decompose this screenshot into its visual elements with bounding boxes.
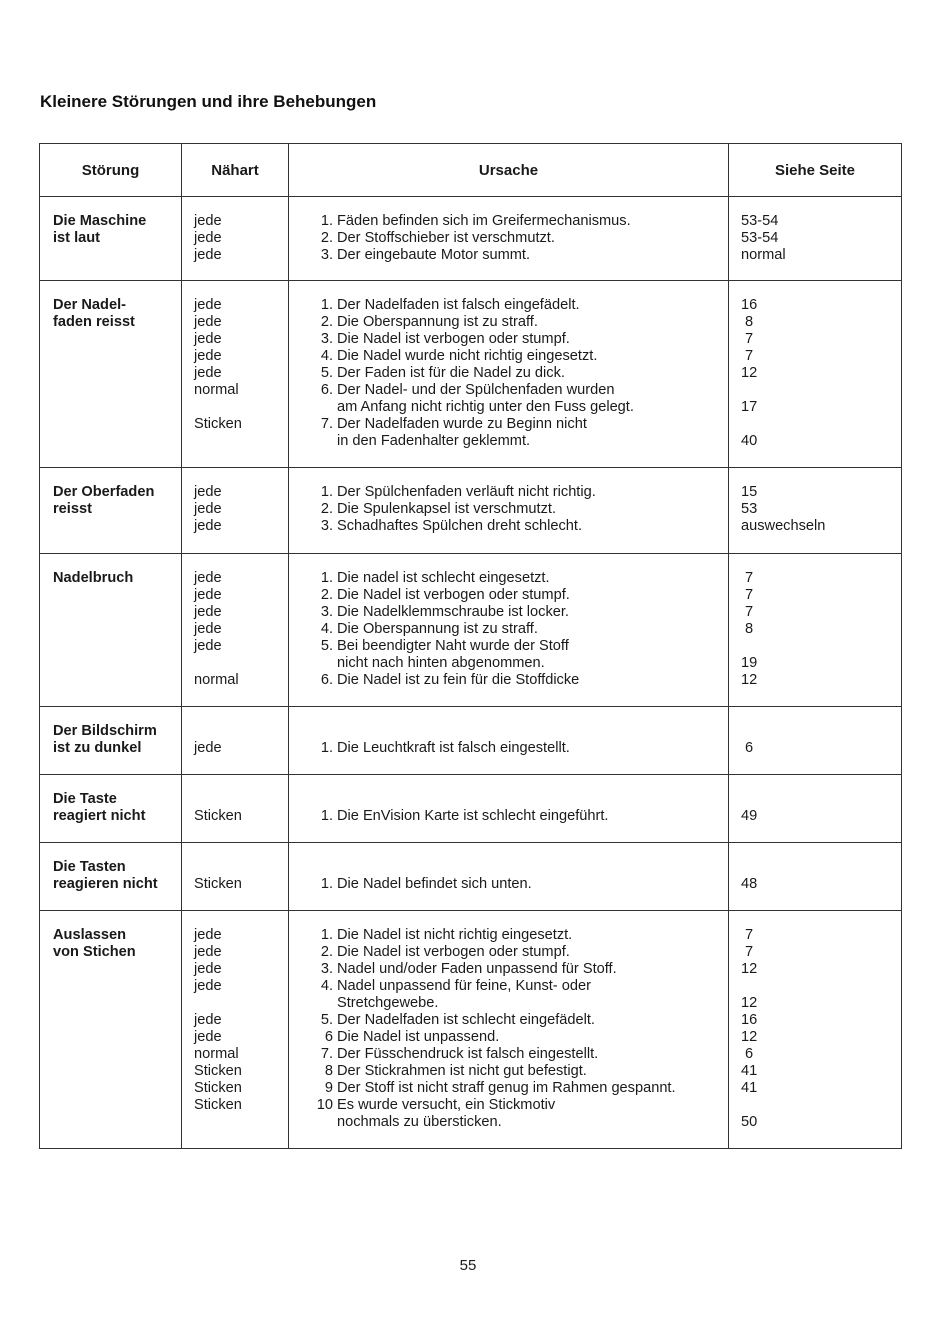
method-line: jede	[194, 1012, 222, 1028]
cause-line	[301, 348, 728, 365]
page-ref-line: 12	[741, 672, 758, 688]
page-ref-line: 40	[741, 433, 758, 449]
method-line: jede	[194, 638, 222, 654]
method-line	[194, 399, 288, 416]
method-cell	[182, 911, 288, 1143]
cause-number: 5.	[320, 365, 333, 381]
page-ref-line: 7	[741, 587, 754, 603]
page-ref-line: 7	[741, 348, 754, 364]
cause-line	[301, 331, 728, 348]
cause-cell	[289, 843, 728, 905]
table-row	[40, 911, 902, 1149]
problem-line: Der Nadel-	[53, 297, 126, 313]
problem-line: Der Bildschirm	[53, 723, 157, 739]
page-ref-line: 12	[741, 1029, 758, 1045]
cause-line	[301, 213, 728, 230]
page-ref-line: 6	[741, 740, 754, 756]
page-title: Kleinere Störungen und ihre Behebungen	[40, 92, 377, 111]
cause-number: 3.	[320, 961, 333, 977]
cause-cell	[289, 707, 728, 769]
cause-number	[301, 433, 337, 450]
problem-cell	[40, 843, 181, 905]
cause-line	[301, 1029, 728, 1046]
cause-number	[301, 399, 337, 416]
page-ref-line: 53	[741, 501, 758, 517]
table-header-row	[40, 144, 902, 197]
column-header-naehart: Nähart	[182, 144, 289, 197]
problem-line: faden reisst	[53, 314, 135, 330]
method-cell	[182, 707, 288, 769]
method-line: normal	[194, 382, 239, 398]
method-line	[194, 859, 288, 876]
problem-line: von Stichen	[53, 944, 136, 960]
cause-text: Die Oberspannung ist zu straff.	[337, 314, 538, 330]
cause-number: 2.	[320, 944, 333, 960]
page-ref-line: 8	[741, 621, 754, 637]
method-cell	[182, 281, 288, 462]
cause-text: Der eingebaute Motor summt.	[337, 247, 531, 263]
method-line: Sticken	[194, 1097, 242, 1113]
table-row	[40, 843, 902, 911]
cause-number: 1.	[320, 808, 333, 824]
cause-line	[301, 740, 728, 757]
page-number: 55	[459, 1257, 477, 1274]
problem-cell	[40, 281, 181, 343]
cause-text: Der Stoffschieber ist verschmutzt.	[337, 230, 555, 246]
problem-cell	[40, 468, 181, 530]
cause-text: Die Nadelklemmschraube ist locker.	[337, 604, 569, 620]
cause-number: 5.	[320, 638, 333, 654]
cause-cell	[289, 775, 728, 837]
method-line: jede	[194, 365, 222, 381]
page-ref-cell	[729, 775, 901, 837]
cause-line	[301, 399, 728, 416]
cause-number: 10	[316, 1097, 333, 1113]
problem-cell	[40, 707, 181, 769]
method-line	[194, 433, 288, 450]
page-ref-line: 15	[741, 484, 758, 500]
method-line	[194, 791, 288, 808]
cause-text: Die Nadel ist verbogen oder stumpf.	[337, 944, 570, 960]
cause-line	[301, 1063, 728, 1080]
cause-number	[301, 791, 337, 808]
page-ref-line	[741, 791, 901, 808]
page-ref-line: 7	[741, 927, 754, 943]
cause-line	[301, 927, 728, 944]
cause-text: Der Nadel- und der Spülchenfaden wurden	[337, 382, 615, 398]
page-ref-line: 41	[741, 1080, 758, 1096]
cause-line	[301, 501, 728, 518]
cause-text: Nadel unpassend für feine, Kunst- oder	[337, 978, 591, 994]
cause-line	[301, 791, 728, 808]
cause-text: Stretchgewebe.	[337, 995, 439, 1011]
page-ref-line: normal	[741, 247, 786, 263]
cause-cell	[289, 197, 728, 276]
page-ref-line: 7	[741, 331, 754, 347]
method-line: jede	[194, 621, 222, 637]
page-ref-line: 12	[741, 365, 758, 381]
method-line	[194, 1114, 288, 1131]
cause-text: Die Nadel ist unpassend.	[337, 1029, 500, 1045]
page-ref-cell	[729, 468, 901, 547]
cause-line	[301, 1046, 728, 1063]
cause-number: 4.	[320, 978, 333, 994]
page-ref-line: 48	[741, 876, 758, 892]
cause-number: 3.	[320, 247, 333, 263]
cause-text	[337, 859, 728, 876]
cause-number: 2.	[320, 587, 333, 603]
problem-line: ist laut	[53, 230, 101, 246]
method-line: Sticken	[194, 808, 242, 824]
problem-line: reagieren nicht	[53, 876, 158, 892]
method-line: jede	[194, 348, 222, 364]
troubleshooting-table	[39, 143, 902, 1149]
cause-text: Die Nadel wurde nicht richtig eingesetzt.	[337, 348, 598, 364]
problem-line: Nadelbruch	[53, 570, 134, 586]
cause-number: 6	[324, 1029, 333, 1045]
cause-number: 5.	[320, 1012, 333, 1028]
page-ref-cell	[729, 554, 901, 701]
method-cell	[182, 775, 288, 837]
page-ref-line: 17	[741, 399, 758, 415]
cause-line	[301, 1012, 728, 1029]
method-line: jede	[194, 230, 222, 246]
page-ref-line: 8	[741, 314, 754, 330]
cause-line	[301, 230, 728, 247]
page-ref-line: 53-54	[741, 213, 779, 229]
cause-text: in den Fadenhalter geklemmt.	[337, 433, 531, 449]
cause-line	[301, 1080, 728, 1097]
page-ref-line: 12	[741, 961, 758, 977]
cause-line	[301, 1114, 728, 1131]
cause-number	[301, 859, 337, 876]
cause-line	[301, 587, 728, 604]
cause-line	[301, 365, 728, 382]
method-line: jede	[194, 587, 222, 603]
cause-line	[301, 961, 728, 978]
page-ref-line: 12	[741, 995, 758, 1011]
page-ref-line	[741, 1097, 901, 1114]
cause-line	[301, 297, 728, 314]
problem-cell	[40, 911, 181, 973]
cause-text	[337, 791, 728, 808]
cause-number: 1.	[320, 876, 333, 892]
cause-text: Die Nadel ist verbogen oder stumpf.	[337, 587, 570, 603]
cause-text: Die Nadel ist zu fein für die Stoffdicke	[337, 672, 580, 688]
table-row	[40, 281, 902, 468]
page-ref-line: 7	[741, 944, 754, 960]
cause-line	[301, 314, 728, 331]
table-row	[40, 554, 902, 707]
cause-number: 4.	[320, 621, 333, 637]
method-line	[194, 995, 288, 1012]
cause-number	[301, 723, 337, 740]
method-line: jede	[194, 978, 222, 994]
problem-line: Der Oberfaden	[53, 484, 155, 500]
problem-line: Die Taste	[53, 791, 117, 807]
problem-line: ist zu dunkel	[53, 740, 142, 756]
cause-number: 3.	[320, 518, 333, 534]
cause-text: Nadel und/oder Faden unpassend für Stoff.	[337, 961, 617, 977]
method-line: normal	[194, 1046, 239, 1062]
cause-number: 3.	[320, 604, 333, 620]
cause-number: 7.	[320, 416, 333, 432]
cause-text: Bei beendigter Naht wurde der Stoff	[337, 638, 569, 654]
column-header-ursache: Ursache	[289, 144, 729, 197]
cause-number: 1.	[320, 484, 333, 500]
method-line: jede	[194, 213, 222, 229]
cause-line	[301, 382, 728, 399]
problem-line: Die Tasten	[53, 859, 126, 875]
cause-line	[301, 672, 728, 689]
page-ref-line: 49	[741, 808, 758, 824]
cause-text: Der Nadelfaden ist schlecht eingefädelt.	[337, 1012, 595, 1028]
page-ref-cell	[729, 281, 901, 462]
cause-text	[337, 723, 728, 740]
method-cell	[182, 554, 288, 701]
problem-cell	[40, 197, 181, 259]
method-line: jede	[194, 297, 222, 313]
page-ref-line	[741, 638, 901, 655]
cause-line	[301, 723, 728, 740]
page-ref-line: 16	[741, 1012, 758, 1028]
cause-line	[301, 416, 728, 433]
cause-text: Die Spulenkapsel ist verschmutzt.	[337, 501, 556, 517]
cause-number: 1.	[320, 927, 333, 943]
cause-line	[301, 433, 728, 450]
cause-number: 2.	[320, 230, 333, 246]
cause-text: nicht nach hinten abgenommen.	[337, 655, 545, 671]
page-ref-cell	[729, 197, 901, 276]
method-line: jede	[194, 331, 222, 347]
table-row	[40, 197, 902, 281]
page-ref-line	[741, 382, 901, 399]
cause-text: Der Nadelfaden wurde zu Beginn nicht	[337, 416, 587, 432]
cause-text: Die Nadel ist nicht richtig eingesetzt.	[337, 927, 573, 943]
method-line: jede	[194, 1029, 222, 1045]
problem-cell	[40, 775, 181, 837]
cause-text: Die Oberspannung ist zu straff.	[337, 621, 538, 637]
cause-line	[301, 638, 728, 655]
method-line: jede	[194, 740, 222, 756]
cause-line	[301, 944, 728, 961]
method-line: Sticken	[194, 416, 242, 432]
cause-cell	[289, 911, 728, 1143]
method-line: Sticken	[194, 1063, 242, 1079]
problem-line: reagiert nicht	[53, 808, 146, 824]
page-ref-cell	[729, 707, 901, 769]
method-line: jede	[194, 944, 222, 960]
cause-number: 1.	[320, 213, 333, 229]
page-ref-line: 50	[741, 1114, 758, 1130]
cause-number: 1.	[320, 570, 333, 586]
method-line: jede	[194, 604, 222, 620]
page-ref-line: 7	[741, 570, 754, 586]
table-row	[40, 775, 902, 843]
problem-line: Die Maschine	[53, 213, 147, 229]
method-line: jede	[194, 314, 222, 330]
cause-number: 2.	[320, 501, 333, 517]
page-ref-line	[741, 416, 901, 433]
page-ref-line: 19	[741, 655, 758, 671]
cause-cell	[289, 468, 728, 547]
cause-number: 2.	[320, 314, 333, 330]
page-ref-cell	[729, 843, 901, 905]
page-ref-line: 6	[741, 1046, 754, 1062]
cause-text: Die EnVision Karte ist schlecht eingeführt.	[337, 808, 609, 824]
cause-number: 1.	[320, 740, 333, 756]
page-ref-line: 7	[741, 604, 754, 620]
cause-line	[301, 1097, 728, 1114]
problem-cell	[40, 554, 181, 599]
method-line: jede	[194, 518, 222, 534]
cause-line	[301, 655, 728, 672]
method-line: jede	[194, 484, 222, 500]
method-cell	[182, 468, 288, 547]
page-ref-line	[741, 859, 901, 876]
cause-line	[301, 978, 728, 995]
page-ref-line: 53-54	[741, 230, 779, 246]
page-ref-cell	[729, 911, 901, 1143]
cause-text: Der Stoff ist nicht straff genug im Rahmen gespannt.	[337, 1080, 676, 1096]
method-line: Sticken	[194, 1080, 242, 1096]
cause-text: Die Nadel ist verbogen oder stumpf.	[337, 331, 570, 347]
method-line: normal	[194, 672, 239, 688]
cause-line	[301, 484, 728, 501]
cause-text: Fäden befinden sich im Greifermechanismus.	[337, 213, 631, 229]
problem-line: reisst	[53, 501, 92, 517]
cause-number: 9	[324, 1080, 333, 1096]
cause-text: Schadhaftes Spülchen dreht schlecht.	[337, 518, 583, 534]
page-ref-line	[741, 978, 901, 995]
cause-text: Die Nadel befindet sich unten.	[337, 876, 532, 892]
method-cell	[182, 197, 288, 276]
method-line: jede	[194, 570, 222, 586]
problem-line: Auslassen	[53, 927, 127, 943]
cause-text: Der Faden ist für die Nadel zu dick.	[337, 365, 565, 381]
cause-text: nochmals zu übersticken.	[337, 1114, 502, 1130]
table-body	[40, 197, 902, 1149]
column-header-stoerung: Störung	[40, 144, 182, 197]
cause-line	[301, 808, 728, 825]
page-ref-line: 41	[741, 1063, 758, 1079]
cause-line	[301, 518, 728, 535]
method-line	[194, 655, 288, 672]
cause-text: Der Spülchenfaden verläuft nicht richtig.	[337, 484, 596, 500]
cause-cell	[289, 554, 728, 701]
cause-number: 7.	[320, 1046, 333, 1062]
cause-line	[301, 604, 728, 621]
table-row	[40, 707, 902, 775]
cause-line	[301, 247, 728, 264]
cause-text: Der Füsschendruck ist falsch eingestellt.	[337, 1046, 599, 1062]
cause-line	[301, 621, 728, 638]
page-ref-line: 16	[741, 297, 758, 313]
page-ref-line: auswechseln	[741, 518, 826, 534]
cause-line	[301, 859, 728, 876]
cause-text: am Anfang nicht richtig unter den Fuss gelegt.	[337, 399, 634, 415]
method-line: jede	[194, 961, 222, 977]
cause-cell	[289, 281, 728, 462]
method-line: jede	[194, 247, 222, 263]
table-row	[40, 468, 902, 554]
cause-number: 8	[324, 1063, 333, 1079]
cause-line	[301, 995, 728, 1012]
cause-number	[301, 1114, 337, 1131]
page-ref-line	[741, 723, 901, 740]
cause-number: 4.	[320, 348, 333, 364]
method-cell	[182, 843, 288, 905]
cause-number: 6.	[320, 672, 333, 688]
cause-number: 3.	[320, 331, 333, 347]
method-line: Sticken	[194, 876, 242, 892]
cause-text: Die Leuchtkraft ist falsch eingestellt.	[337, 740, 570, 756]
method-line: jede	[194, 927, 222, 943]
cause-text: Der Stickrahmen ist nicht gut befestigt.	[337, 1063, 587, 1079]
cause-text: Die nadel ist schlecht eingesetzt.	[337, 570, 550, 586]
cause-text: Es wurde versucht, ein Stickmotiv	[337, 1097, 556, 1113]
cause-line	[301, 570, 728, 587]
cause-line	[301, 876, 728, 893]
cause-number	[301, 995, 337, 1012]
cause-text: Der Nadelfaden ist falsch eingefädelt.	[337, 297, 580, 313]
cause-number	[301, 655, 337, 672]
method-line: jede	[194, 501, 222, 517]
cause-number: 6.	[320, 382, 333, 398]
column-header-siehe-seite: Siehe Seite	[729, 144, 902, 197]
cause-number: 1.	[320, 297, 333, 313]
method-line	[194, 723, 288, 740]
